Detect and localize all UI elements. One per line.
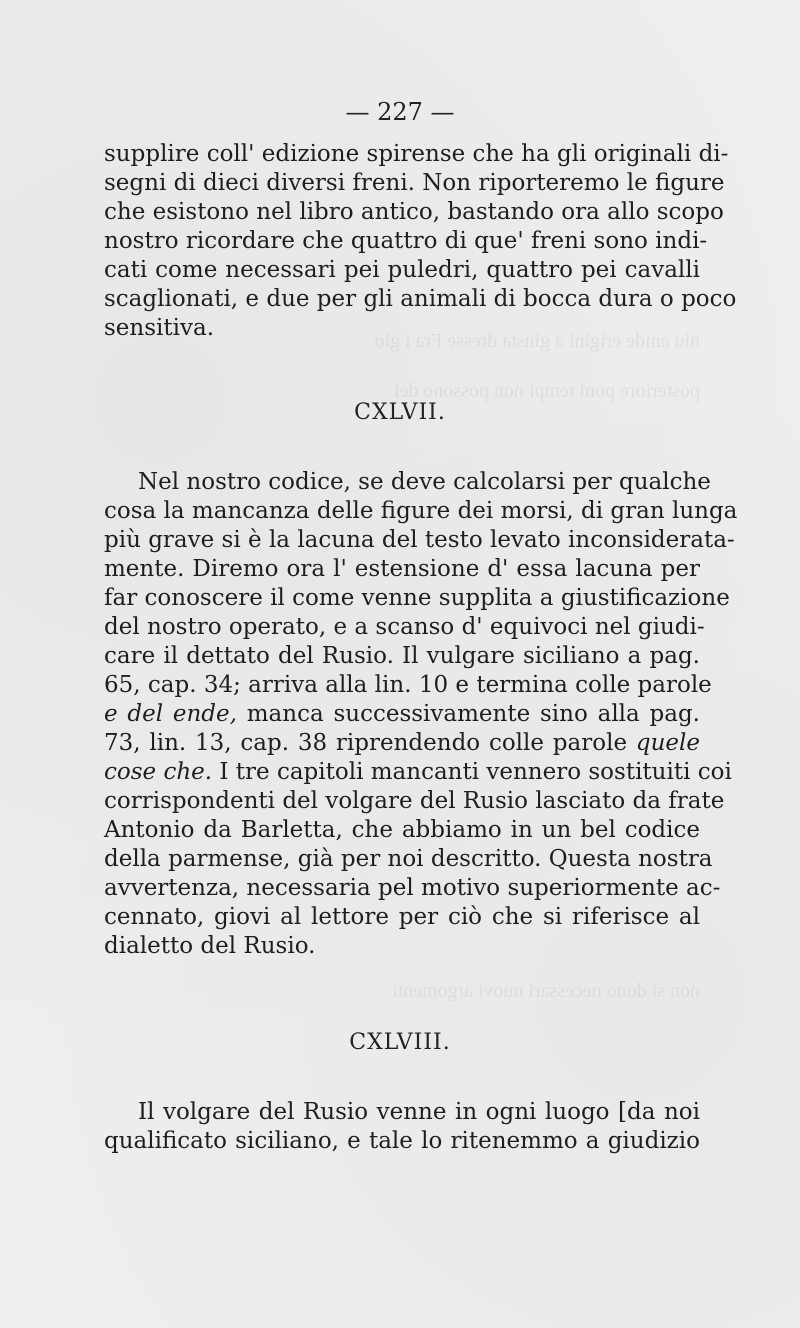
section-heading-cxlviii: CXLVIII. — [349, 1030, 451, 1055]
text-segment: I tre capitoli mancanti vennero sostituiti coi — [212, 759, 732, 785]
text-segment: 73, lin. 13, cap. 38 riprendendo colle parole — [104, 730, 636, 756]
text-line: supplire coll' edizione spirense che ha gli originali di- — [104, 141, 729, 167]
text-line: far conoscere il come venne supplita a giustificazione — [104, 585, 730, 611]
text-line: avvertenza, necessaria pel motivo superiormente ac- — [104, 875, 721, 901]
text-line: cosa la mancanza delle figure dei morsi, di gran lunga — [104, 498, 738, 524]
bleed-through-text: non si dono necessari nuovi argomenti — [392, 980, 700, 1002]
text-line: corrispondenti del volgare del Rusio lasciato da frate — [104, 788, 725, 814]
paragraph-continuation — [104, 140, 737, 343]
text-line: cati come necessari pei puledri, quattro pei cavalli — [104, 257, 700, 283]
text-line: 65, cap. 34; arriva alla lin. 10 e termina colle parole — [104, 672, 712, 698]
text-line: Il volgare del Rusio venne in ogni luogo [da noi — [138, 1099, 700, 1125]
page-number: — 227 — — [345, 98, 455, 126]
bleed-through-text: posteriore poni tempi non possono del — [393, 380, 700, 402]
text-line: del nostro operato, e a scanso d' equivoci nel giudi- — [104, 614, 705, 640]
text-line: che esistono nel libro antico, bastando ora allo scopo — [104, 199, 724, 225]
text-line — [104, 729, 700, 758]
italic-phrase: cose che. — [104, 759, 213, 785]
paragraph-cxlviii — [104, 1098, 700, 1156]
italic-phrase: quele — [635, 730, 700, 756]
text-line: nostro ricordare che quattro di que' freni sono indi- — [104, 228, 708, 254]
text-line: Antonio da Barletta, che abbiamo in un bel codice — [104, 817, 700, 843]
italic-phrase: e del ende, — [104, 701, 237, 727]
bleed-through-text: niu anide erigini a giusta dresse Fra i gio — [374, 330, 700, 352]
text-line: più grave si è la lacuna del testo levato inconsiderata- — [104, 527, 735, 553]
text-line — [104, 700, 700, 729]
text-line: della parmense, già per noi descritto. Questa nostra — [104, 846, 713, 872]
text-line: dialetto del Rusio. — [104, 933, 316, 959]
text-line: qualificato siciliano, e tale lo ritenemmo a giudizio — [104, 1128, 700, 1154]
text-line: Nel nostro codice, se deve calcolarsi per qualche — [138, 469, 711, 495]
text-segment: manca successivamente sino alla pag. — [236, 701, 700, 727]
text-line: scaglionati, e due per gli animali di bocca dura o poco — [104, 286, 737, 312]
text-line: cennato, giovi al lettore per ciò che si riferisce al — [104, 904, 700, 930]
text-line: care il dettato del Rusio. Il vulgare siciliano a pag. — [104, 643, 700, 669]
text-line: segni di dieci diversi freni. Non riporteremo le figure — [104, 170, 725, 196]
section-heading-cxlvii: CXLVII. — [354, 400, 446, 425]
paragraph-cxlvii — [104, 468, 738, 961]
text-line: sensitiva. — [104, 315, 215, 341]
text-line — [104, 758, 732, 787]
text-line: mente. Diremo ora l' estensione d' essa lacuna per — [104, 556, 700, 582]
